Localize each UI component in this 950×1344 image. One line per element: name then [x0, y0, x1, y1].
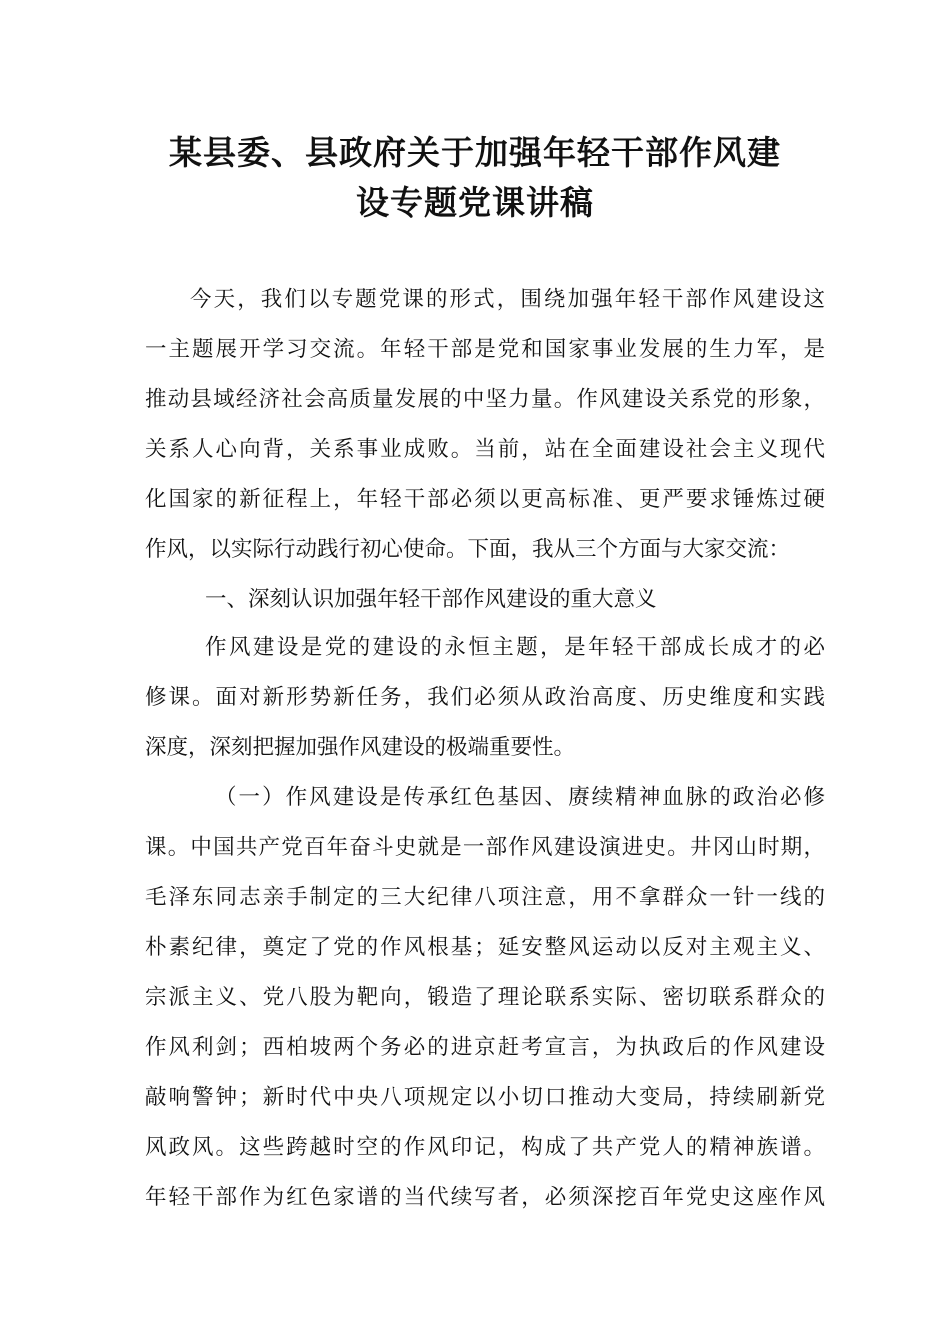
paragraph-line: 朴素纪律，奠定了党的作风根基；延安整风运动以反对主观主义、: [145, 935, 825, 960]
paragraph-line: 推动县域经济社会高质量发展的中坚力量。作风建设关系党的形象，: [145, 387, 825, 412]
paragraph-line: 课。中国共产党百年奋斗史就是一部作风建设演进史。井冈山时期，: [145, 835, 825, 860]
document-title-line-1: 某县委、县政府关于加强年轻干部作风建: [169, 133, 781, 172]
document-title-line-2: 设专题党课讲稿: [356, 183, 594, 222]
paragraph-line: 关系人心向背，关系事业成败。当前，站在全面建设社会主义现代: [145, 437, 825, 462]
section-heading: 一、深刻认识加强年轻干部作风建设的重大意义: [205, 587, 657, 612]
paragraph-line: 敲响警钟；新时代中央八项规定以小切口推动大变局，持续刷新党: [145, 1085, 825, 1110]
paragraph-line: 作风利剑；西柏坡两个务必的进京赶考宣言，为执政后的作风建设: [145, 1035, 825, 1060]
paragraph-line: 作风，以实际行动践行初心使命。下面，我从三个方面与大家交流：: [145, 537, 791, 562]
paragraph-line: 今天，我们以专题党课的形式，围绕加强年轻干部作风建设这: [190, 287, 825, 312]
paragraph-line: 年轻干部作为红色家谱的当代续写者，必须深挖百年党史这座作风: [145, 1185, 825, 1210]
paragraph-line: 作风建设是党的建设的永恒主题，是年轻干部成长成才的必: [205, 635, 825, 660]
paragraph-line: 深度，深刻把握加强作风建设的极端重要性。: [145, 735, 576, 760]
paragraph-line: 修课。面对新形势新任务，我们必须从政治高度、历史维度和实践: [145, 685, 825, 710]
paragraph-line: 一主题展开学习交流。年轻干部是党和国家事业发展的生力军，是: [145, 337, 825, 362]
paragraph-line: 宗派主义、党八股为靶向，锻造了理论联系实际、密切联系群众的: [145, 985, 825, 1010]
paragraph-line: 毛泽东同志亲手制定的三大纪律八项注意，用不拿群众一针一线的: [145, 885, 825, 910]
subsection-heading-line: （一）作风建设是传承红色基因、赓续精神血脉的政治必修: [215, 785, 825, 810]
paragraph-line: 风政风。这些跨越时空的作风印记，构成了共产党人的精神族谱。: [145, 1135, 825, 1160]
paragraph-line: 化国家的新征程上，年轻干部必须以更高标准、更严要求锤炼过硬: [145, 487, 825, 512]
